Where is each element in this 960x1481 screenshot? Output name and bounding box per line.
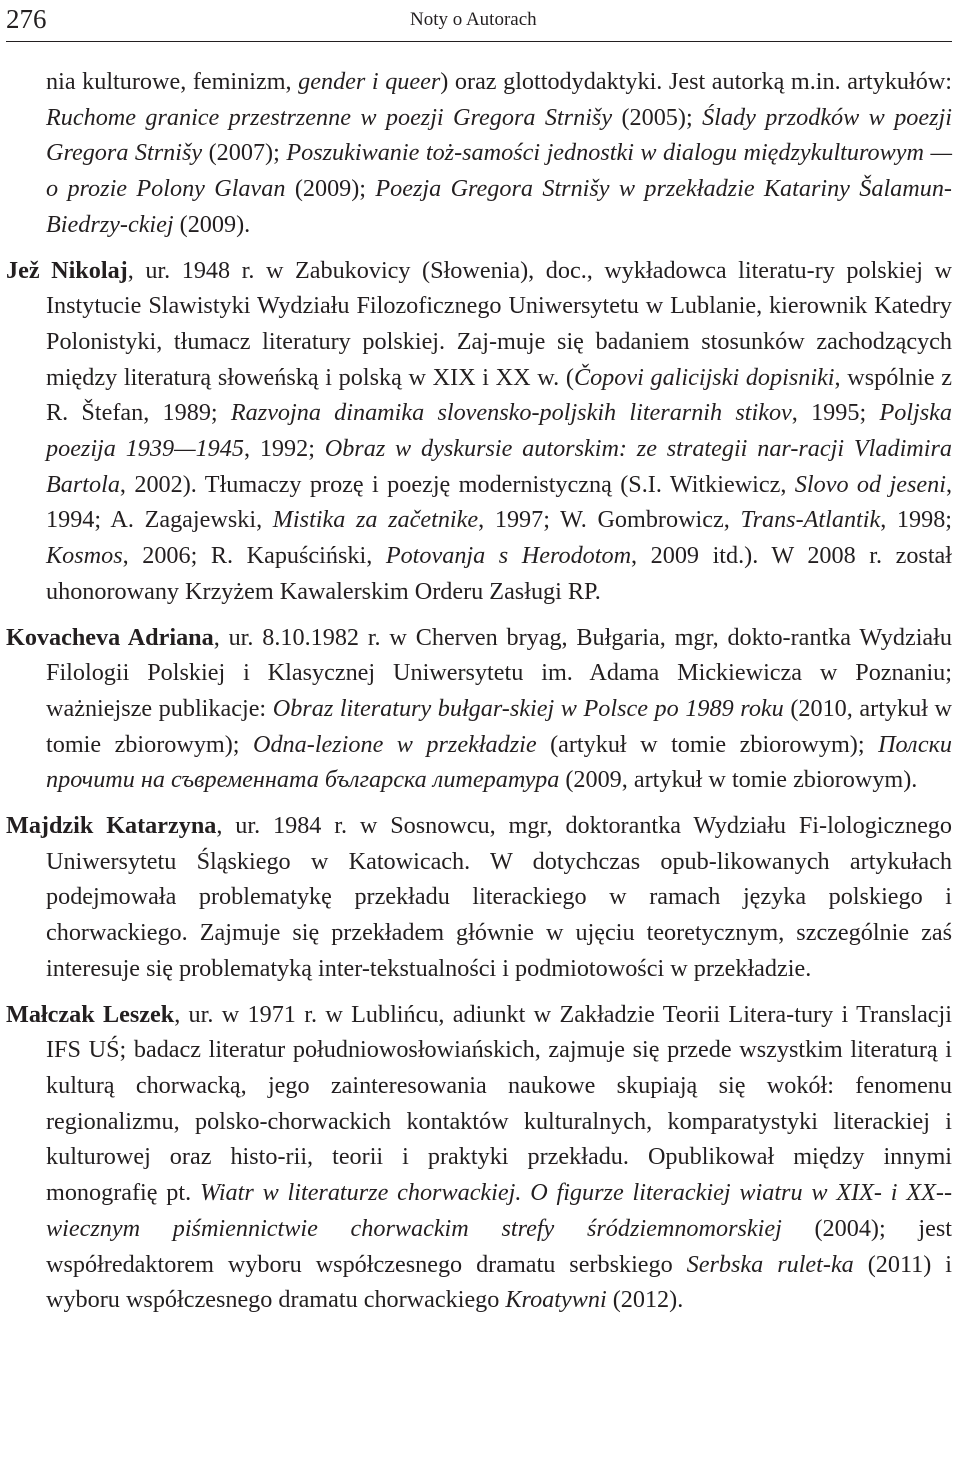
text-run: likowanych artykułach podejmowała problematykę przekładu literackiego [46, 847, 952, 911]
text-run: (2011) i wyboru współczesnego dramatu chorwackiego [46, 1250, 952, 1314]
italic-text: Slovo od jeseni [794, 470, 946, 498]
text-run: (2009, artykuł w tomie zbiorowym). [559, 766, 918, 794]
text-run: współredaktorem wyboru współczesnego dramatu serbskiego [46, 1250, 687, 1278]
text-run: , 2006; R. Kapuściński, [122, 542, 373, 570]
italic-text: Wiatr w literaturze chorwackiej. O figurze literackiej wiatru w XIX- i XX- [200, 1179, 944, 1207]
text-run: się przede wszystkim literaturą i kulturą chorwacką, jego zainteresowania [46, 1036, 952, 1099]
text-run: ry polskiej w Instytucie Slawistyki Wydziału Filozoficznego Uniwersytetu [46, 256, 952, 320]
italic-text: gender i queer [298, 68, 441, 95]
text-run: tekstualności i podmiotowości w przekładzie. [369, 954, 812, 982]
text-run: , 1992; [243, 435, 325, 463]
text-run: w ujęciu teoretycznym, szczególnie zaś interesuje się problematyką inter- [46, 919, 953, 982]
author-entries [6, 253, 952, 1318]
text-run: , 1998; [880, 506, 953, 534]
italic-text: Potovanja s Herodotom [385, 542, 632, 570]
italic-text: skiej w Polsce po 1989 roku [509, 694, 784, 722]
header-rule [6, 41, 952, 42]
author-entry [6, 997, 952, 1318]
text-run: , ur. 8.10.1982 r. w Cherven bryag, Bułgaria, mgr, dokto- [213, 623, 791, 651]
text-run: lologicznego Uniwersytetu Śląskiego w Katowicach. W dotychczas opub- [46, 812, 952, 875]
text-run: , wspólnie z R. Štefan, [46, 363, 952, 427]
text-run: m.in. artykułów: [790, 68, 953, 95]
author-entry [6, 620, 952, 799]
page-number: 276 [6, 4, 47, 34]
italic-text: poezija 1939—1945 [46, 435, 244, 463]
page-header [6, 0, 952, 42]
text-run: (2010, artykuł w tomie zbiorowym); [46, 694, 952, 758]
text-run: nia kulturowe, feminizm, [46, 68, 299, 95]
text-run: (2005); [621, 103, 703, 131]
text-run: Mickiewicza w Poznaniu; ważniejsze publikacje: [46, 659, 952, 722]
text-run: i polską w XIX i XX w. ( [325, 363, 574, 391]
text-run: kontaktów kulturalnych, komparatystyki literackiej i kulturowej oraz histo- [46, 1107, 953, 1171]
italic-text: -wiecznym piśmiennictwie chorwackim strefy śródziemnomorskiej [46, 1179, 952, 1242]
italic-text: Полски прочити на [46, 730, 953, 794]
text-run: , 2002). Tłumaczy prozę i poezję modernistyczną [119, 470, 612, 498]
author-entry [6, 253, 952, 610]
italic-text: Čopovi galicijski dopisniki [573, 363, 835, 391]
text-run: tury i Translacji IFS UŚ; badacz literatur południowosłowiańskich, zajmuje [46, 1000, 952, 1064]
italic-text: съвременната българска литература [171, 766, 560, 794]
italic-text: ka [830, 1250, 854, 1278]
italic-text: Poszukiwanie toż- [286, 139, 463, 167]
text-run: (2004); jest [781, 1214, 952, 1242]
text-run: (2009). [173, 210, 251, 238]
author-name: Małczak Leszek [6, 1000, 175, 1028]
text-run: , [478, 506, 485, 534]
text-run: 1997; W. Gombrowicz, [494, 506, 741, 534]
text-run: , 1995; [791, 399, 880, 427]
continuation-paragraph [6, 64, 952, 243]
text-run: (S.I. Witkiewicz, [620, 470, 795, 498]
text-run: Kawalerskim Orderu Zasługi RP. [279, 577, 601, 605]
text-run: (2012). [606, 1286, 684, 1314]
italic-text: samości jednostki w dialogu międzykulturowym — o prozie Polony Glavan [46, 139, 952, 203]
text-run: w Lublanie, kierownik Katedry Polonistyki, tłumacz literatury polskiej. Zaj- [46, 292, 952, 355]
text-run: (2009); [294, 175, 376, 203]
italic-text: Razvojna dinamika slovensko-poljskih literarnih stikov [230, 399, 792, 427]
text-run: muje się badaniem stosunków zachodzących między literaturą słoweńską [46, 327, 952, 391]
text-run: w ramach języka polskiego i chorwackiego. Zajmuje się przekładem głównie [46, 883, 953, 947]
text-run: (artykuł w tomie zbiorowym); [536, 730, 879, 758]
text-run: ) oraz glottodydaktyki. Jest autorką [440, 68, 785, 95]
text-run: , ur. 1948 r. w Zabukovicy (Słowenia), doc., wykładowca literatu- [127, 256, 815, 284]
author-name: Majdzik Katarzyna [6, 812, 217, 840]
italic-text: lezione w przekładzie [314, 730, 537, 758]
text-run: , 1994; A. Zagajewski, [46, 470, 952, 534]
text-run: , 2009 itd.). W 2008 r. został uhonorowany Krzyżem [46, 542, 953, 605]
text-run: 1989; [162, 399, 231, 427]
body-text [6, 64, 952, 1318]
text-run: , ur. w 1971 r. w Lublińcu, adiunkt w Zakładzie Teorii Litera- [174, 1000, 795, 1028]
text-run: (2007); [202, 139, 287, 167]
italic-text: Mistika za začetnike [272, 506, 479, 534]
italic-text: Trans-Atlantik [740, 506, 881, 534]
italic-text: Ruchome granice przestrzenne w poezji Gregora Strnišy [46, 103, 613, 131]
italic-text: Obraz literatury bułgar- [272, 694, 510, 722]
italic-text: Serbska rulet- [686, 1250, 831, 1278]
italic-text: Odna- [253, 730, 315, 758]
text-run: rantka Wydziału Filologii Polskiej i Klasycznej Uniwersytetu im. Adama [46, 623, 952, 687]
running-head: Noty o Autorach [410, 9, 537, 30]
italic-text: Poljska [879, 399, 952, 427]
italic-text: Kroatywni [505, 1286, 607, 1314]
text-run: naukowe skupiają się wokół: fenomenu regionalizmu, polsko-chorwackich [46, 1071, 952, 1135]
text-run: rii, teorii i praktyki przekładu. Opublikował między innymi monografię pt. [46, 1143, 952, 1207]
author-name: Kovacheva Adriana [6, 623, 214, 651]
italic-text: racji Vladimira Bartola [46, 435, 952, 498]
italic-text: ckiej [127, 210, 174, 238]
author-name: Jež Nikolaj [6, 256, 128, 284]
text-run: , ur. 1984 r. w Sosnowcu, mgr, doktorantka Wydziału Fi- [216, 812, 828, 840]
italic-text: Kosmos [46, 542, 123, 570]
italic-text: Poezja Gregora Strnišy w przekładzie Katariny Šalamun-Biedrzy- [46, 175, 952, 238]
italic-text: Obraz w dyskursie autorskim: ze strategii nar- [324, 435, 799, 463]
italic-text: Ślady przodków w poezji Gregora Strnišy [46, 103, 952, 167]
author-entry [6, 808, 952, 987]
